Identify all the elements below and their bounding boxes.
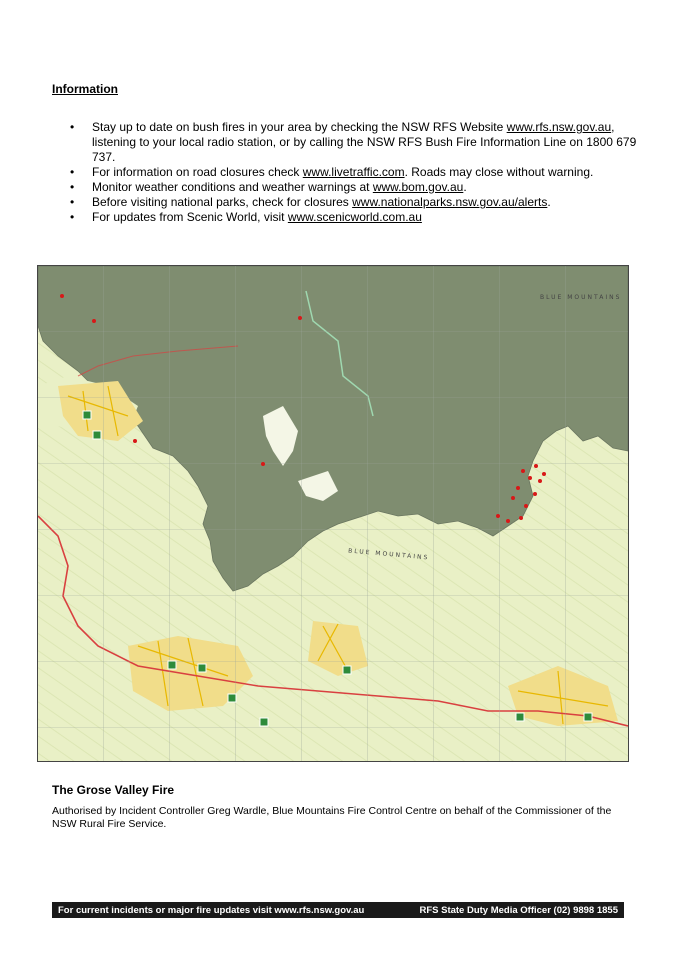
map-label-blue-mountains-north: BLUE MOUNTAINS — [540, 294, 622, 301]
information-text: . — [463, 180, 467, 194]
information-item — [52, 195, 642, 210]
information-link[interactable]: www.rfs.nsw.gov.au — [506, 120, 612, 134]
fire-map-graphic — [38, 266, 628, 761]
footer-bar — [52, 902, 624, 918]
information-item — [52, 120, 642, 165]
fire-section-title: The Grose Valley Fire — [52, 783, 175, 797]
information-text: . Roads may close without warning. — [404, 165, 594, 179]
fire-map — [37, 265, 629, 762]
footer-right-text: RFS State Duty Media Officer (02) 9898 1855 — [419, 904, 618, 916]
information-item — [52, 210, 642, 225]
information-text: Before visiting national parks, check for closures — [92, 195, 353, 209]
footer-left-text: For current incidents or major fire updates visit www.rfs.nsw.gov.au — [58, 904, 365, 916]
information-link[interactable]: www.bom.gov.au — [372, 180, 464, 194]
information-link[interactable]: www.nationalparks.nsw.gov.au/alerts — [352, 195, 548, 209]
information-text: . — [547, 195, 551, 209]
information-text: For updates from Scenic World, visit — [92, 210, 288, 224]
information-text: For information on road closures check — [92, 165, 303, 179]
information-text: Stay up to date on bush fires in your area by checking the NSW RFS Website — [92, 120, 507, 134]
information-item — [52, 180, 642, 195]
information-text: , listening to your local radio station, or by calling the NSW RFS Bush Fire Information Line on 1800 679 737. — [92, 120, 637, 164]
authorisation-text: Authorised by Incident Controller Greg Wardle, Blue Mountains Fire Control Centre on behalf of the Commissioner of the NSW Rural Fire Service. — [52, 805, 612, 830]
information-list — [52, 120, 642, 225]
information-link[interactable]: www.livetraffic.com — [302, 165, 405, 179]
information-text: Monitor weather conditions and weather warnings at — [92, 180, 373, 194]
information-link[interactable]: www.scenicworld.com.au — [287, 210, 422, 224]
map-label-blue-mountains-south: BLUE MOUNTAINS — [347, 547, 430, 562]
information-item — [52, 165, 642, 180]
information-heading: Information — [52, 82, 118, 96]
